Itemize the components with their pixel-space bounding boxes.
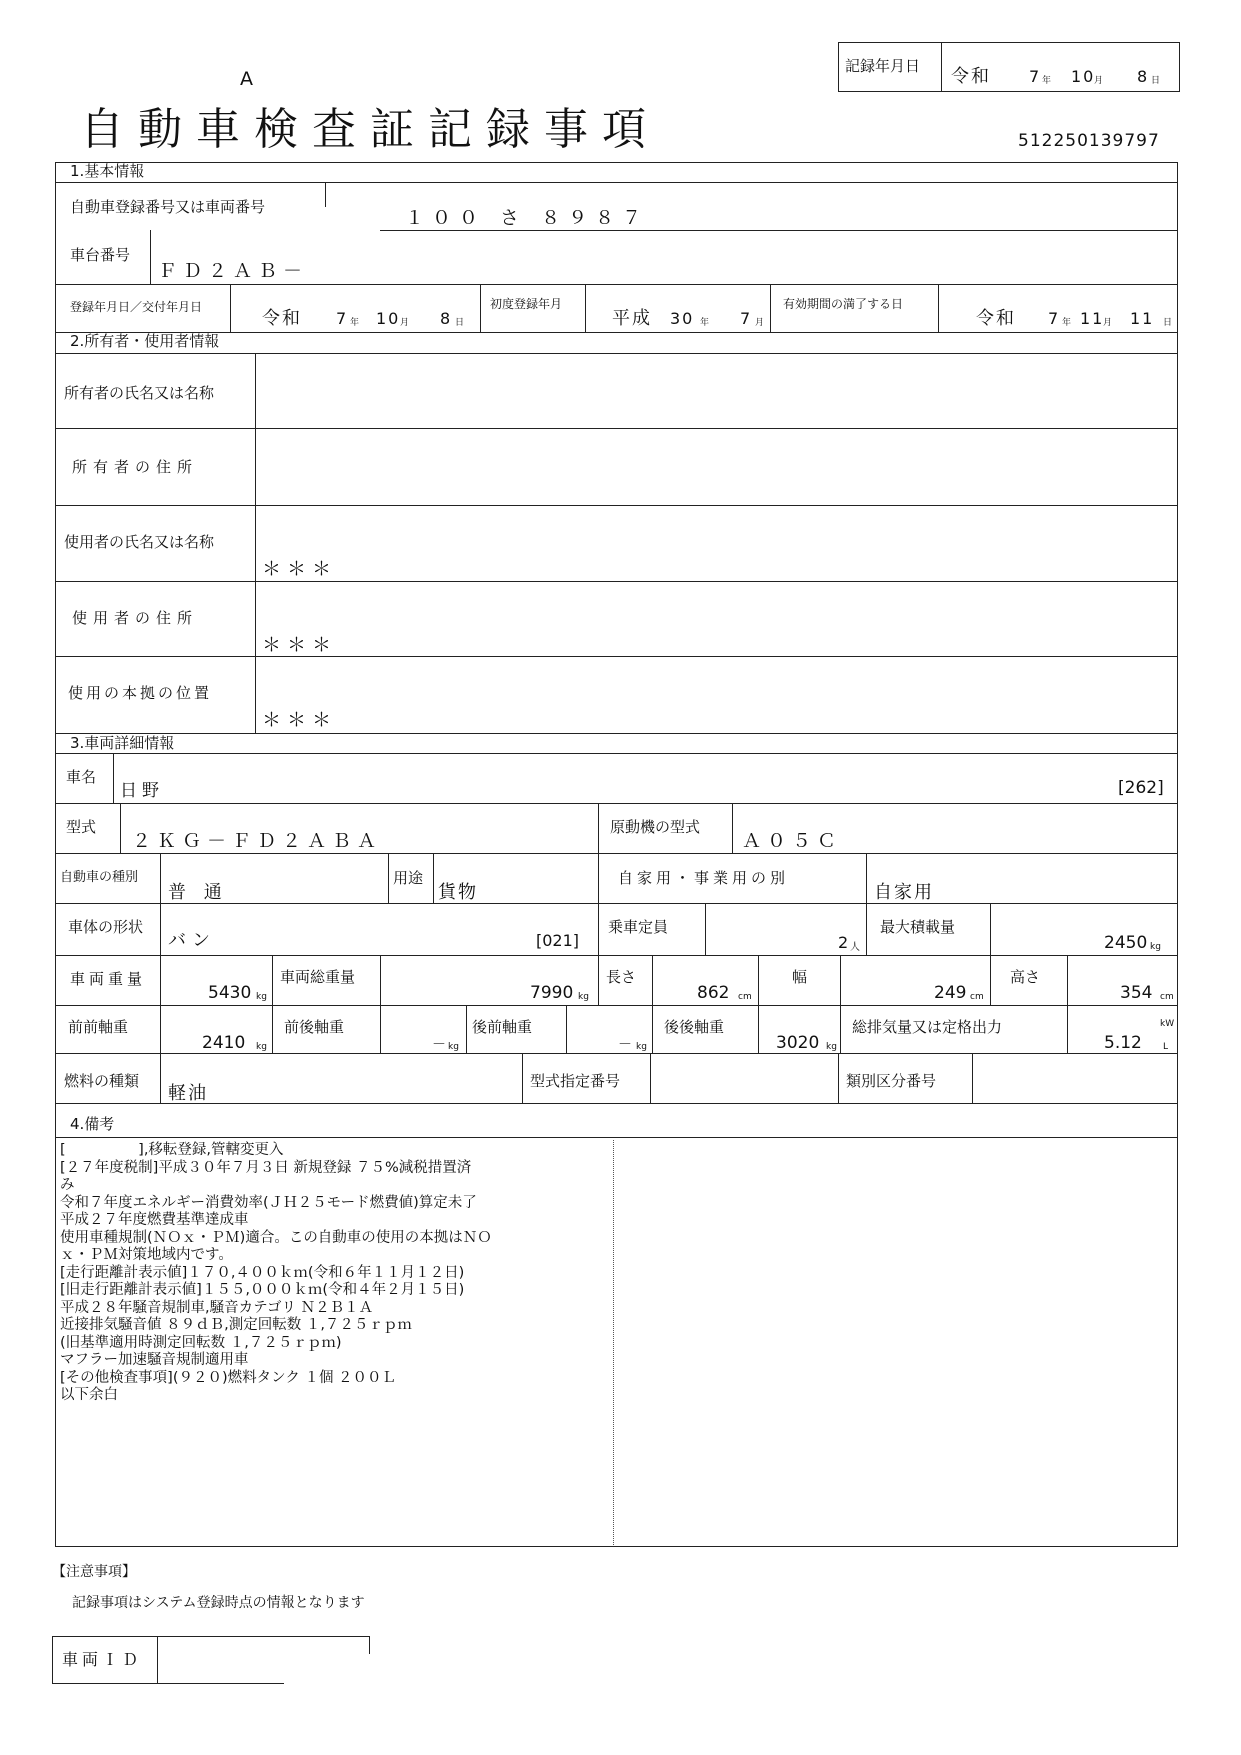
record-date-year: 7 — [1029, 67, 1042, 86]
chassis-value: ＦＤ２ＡＢ－ — [158, 260, 309, 282]
regdate-year-unit: 年 — [350, 318, 360, 328]
displacement-unit-l: L — [1163, 1042, 1169, 1052]
expiry-day: 11 — [1130, 309, 1155, 328]
front-rear-axle-label: 前後軸重 — [284, 1018, 345, 1036]
expiry-day-unit: 日 — [1163, 318, 1173, 328]
user-name-label: 使用者の氏名又は名称 — [64, 533, 215, 551]
regdate-month: 10 — [376, 309, 401, 328]
regdate-month-unit: 月 — [400, 318, 410, 328]
firstreg-label: 初度登録年月 — [490, 297, 563, 311]
remarks-line: [旧走行距離計表示値]１５５,０００ｋｍ(令和４年２月１５日) — [60, 1282, 465, 1298]
gross-weight-value: 7990 — [530, 983, 574, 1003]
record-date-box — [838, 42, 1180, 92]
section1-heading: 1.基本情報 — [70, 162, 145, 180]
firstreg-era: 平成 — [612, 308, 652, 329]
gross-weight-unit: kg — [578, 992, 589, 1002]
remarks-line: [その他検査事項](９２０)燃料タンク １個 ２００Ｌ — [60, 1369, 397, 1386]
expiry-label: 有効期間の満了する日 — [783, 297, 904, 311]
private-label: 自家用・事業用の別 — [618, 869, 790, 887]
expiry-year-unit: 年 — [1062, 318, 1072, 328]
rear-rear-axle-unit: kg — [826, 1042, 837, 1052]
regdate-day-unit: 日 — [455, 318, 465, 328]
capacity-unit: 人 — [850, 942, 860, 953]
displacement-value: 5.12 — [1104, 1033, 1142, 1053]
use-label: 用途 — [393, 869, 424, 887]
front-front-axle-value: 2410 — [202, 1033, 246, 1053]
max-load-label: 最大積載量 — [880, 918, 956, 936]
height-unit: cm — [1160, 992, 1174, 1002]
front-rear-axle-value: － — [432, 1037, 446, 1053]
chassis-label: 車台番号 — [70, 246, 131, 264]
rear-rear-axle-label: 後後軸重 — [664, 1018, 725, 1036]
vehicle-weight-unit: kg — [256, 992, 267, 1002]
model-value: ２ＫＧ－ＦＤ２ＡＢＡ — [132, 830, 383, 852]
front-front-axle-label: 前前軸重 — [68, 1018, 129, 1036]
firstreg-year: 30 — [670, 309, 695, 328]
rear-rear-axle-value: 3020 — [776, 1033, 820, 1053]
remarks-line: 以下余白 — [60, 1387, 118, 1403]
firstreg-month-unit: 月 — [755, 318, 765, 328]
expiry-era: 令和 — [976, 308, 1016, 329]
base-location-label: 使用の本拠の位置 — [68, 684, 213, 702]
length-value: 862 — [697, 983, 730, 1003]
vehicle-name-label: 車名 — [66, 768, 97, 786]
owner-name-label: 所有者の氏名又は名称 — [64, 384, 215, 402]
capacity-value: 2 — [838, 933, 849, 952]
displacement-unit-kw: kW — [1160, 1019, 1175, 1029]
expiry-year: 7 — [1048, 309, 1061, 328]
expiry-month-unit: 月 — [1103, 318, 1113, 328]
remarks-line: 令和７年度エネルギー消費効率(ＪＨ２５モード燃費値)算定未了 — [60, 1194, 477, 1211]
regdate-label: 登録年月日／交付年月日 — [70, 300, 203, 314]
designation-label: 型式指定番号 — [530, 1072, 621, 1090]
form-mark: A — [240, 68, 253, 90]
displacement-label: 総排気量又は定格出力 — [852, 1018, 1003, 1036]
kind-value: 普 通 — [168, 882, 228, 903]
remarks-line: マフラー加速騒音規制適用車 — [60, 1352, 249, 1368]
remarks-block — [60, 1142, 608, 1405]
front-rear-axle-unit: kg — [448, 1042, 459, 1052]
vehicle-name-value: 日野 — [120, 781, 164, 801]
remarks-line: [２７年度税制]平成３０年７月３日 新規登録 ７５%減税措置済 — [60, 1159, 472, 1176]
use-value: 貨物 — [438, 882, 478, 903]
section4-heading: 4.備考 — [70, 1115, 115, 1133]
front-front-axle-unit: kg — [256, 1042, 267, 1052]
reg-number-label: 自動車登録番号又は車両番号 — [70, 198, 266, 216]
user-address-value: ＊＊＊ — [262, 634, 338, 656]
engine-value: Ａ０５Ｃ — [742, 830, 843, 852]
length-label: 長さ — [606, 968, 637, 986]
remarks-line: [ ],移転登録,管轄変更入 — [60, 1142, 284, 1158]
notice-text: 記録事項はシステム登録時点の情報となります — [72, 1595, 365, 1611]
record-date-label: 記録年月日 — [845, 57, 921, 75]
remarks-line: (旧基準適用時測定回転数 １,７２５ｒｐｍ) — [60, 1334, 342, 1351]
base-location-value: ＊＊＊ — [262, 709, 338, 731]
record-date-year-unit: 年 — [1042, 76, 1052, 86]
record-date-day-unit: 日 — [1151, 76, 1161, 86]
width-label: 幅 — [792, 968, 808, 986]
record-date-era: 令和 — [951, 66, 991, 87]
width-unit: cm — [970, 992, 984, 1002]
rear-front-axle-value: － — [618, 1037, 632, 1053]
vehicle-weight-value: 5430 — [208, 983, 252, 1003]
vehicle-id-label: 車両ＩＤ — [62, 1650, 143, 1669]
page-title: 自動車検査証記録事項 — [80, 104, 660, 155]
remarks-line: 平成２７年度燃費基準達成車 — [60, 1212, 249, 1228]
private-value: 自家用 — [874, 882, 934, 903]
fuel-value: 軽油 — [168, 1083, 208, 1104]
remarks-line: [走行距離計表示値]１７０,４００ｋｍ(令和６年１１月１２日) — [60, 1264, 465, 1281]
gross-weight-label: 車両総重量 — [280, 968, 356, 986]
width-value: 249 — [934, 983, 967, 1003]
length-unit: cm — [738, 992, 752, 1002]
max-load-value: 2450 — [1104, 933, 1148, 953]
user-name-value: ＊＊＊ — [262, 558, 338, 580]
user-address-label: 使用者の住所 — [72, 609, 199, 627]
regdate-year: 7 — [336, 309, 349, 328]
owner-address-label: 所有者の住所 — [72, 458, 199, 476]
body-shape-value: バン — [168, 930, 216, 951]
record-date-day: 8 — [1137, 67, 1150, 86]
fuel-label: 燃料の種類 — [64, 1072, 140, 1090]
firstreg-year-unit: 年 — [700, 318, 710, 328]
vehicle-weight-label: 車両重量 — [70, 970, 147, 988]
height-value: 354 — [1120, 983, 1153, 1003]
remarks-line: 平成２８年騒音規制車,騒音カテゴリ Ｎ２Ｂ１Ａ — [60, 1299, 374, 1316]
body-shape-code: [021] — [536, 931, 580, 950]
regdate-era: 令和 — [262, 308, 302, 329]
model-label: 型式 — [66, 818, 97, 836]
reg-number-value: １００ さ ８９８７ — [405, 207, 650, 229]
section3-heading: 3.車両詳細情報 — [70, 734, 175, 752]
remarks-line: ｘ・ＰＭ対策地域内です。 — [60, 1247, 233, 1263]
max-load-unit: kg — [1150, 942, 1161, 952]
regdate-day: 8 — [440, 309, 453, 328]
rear-front-axle-label: 後前軸重 — [472, 1018, 533, 1036]
expiry-month: 11 — [1080, 309, 1105, 328]
vehicle-id-box — [52, 1636, 370, 1684]
body-shape-label: 車体の形状 — [68, 918, 144, 936]
record-date-month: 10 — [1071, 67, 1096, 86]
remarks-line: み — [60, 1177, 75, 1193]
kind-label: 自動車の種別 — [60, 870, 139, 885]
notice-heading: 【注意事項】 — [52, 1564, 136, 1580]
height-label: 高さ — [1010, 968, 1041, 986]
category-label: 類別区分番号 — [846, 1072, 937, 1090]
vehicle-name-code: [262] — [1118, 778, 1164, 798]
remarks-line: 近接排気騒音値 ８９ｄＢ,測定回転数 １,７２５ｒｐｍ — [60, 1317, 412, 1333]
capacity-label: 乗車定員 — [608, 918, 669, 936]
engine-label: 原動機の型式 — [610, 818, 701, 836]
document-number: 512250139797 — [1018, 131, 1160, 151]
rear-front-axle-unit: kg — [636, 1042, 647, 1052]
remarks-line: 使用車種規制(ＮＯｘ・ＰＭ)適合。この自動車の使用の本拠はＮＯ — [60, 1229, 492, 1246]
record-date-month-unit: 月 — [1094, 76, 1104, 86]
section2-heading: 2.所有者・使用者情報 — [70, 332, 220, 350]
firstreg-month: 7 — [740, 309, 753, 328]
